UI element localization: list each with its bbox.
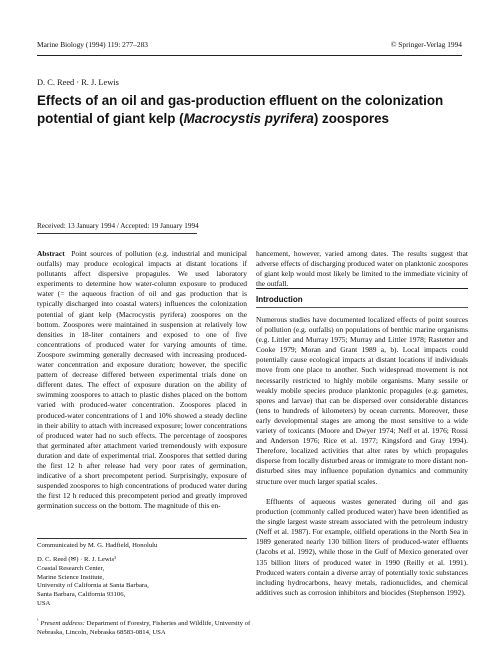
introduction-heading: Introduction (256, 295, 303, 304)
abstract (37, 249, 247, 531)
title-part-2: ) zoospores (313, 110, 389, 126)
intro-paragraph: Effluents of aqueous wastes generated during oil and gas production (commonly called produced water) have been identified as the single largest waste stream associated with the petroleum industry (Neff et al. 1987). For example, oilfield operations in the North Sea in 1989 generated nearly 130 billion liters of produced-water effluents (Jacobs et al. 1992), while those in the Gulf of Mexico generated over 135 billion liters of produced water in 1990 (Reilly et al. 1991). Produced waters contain a diverse array of potentially toxic substances including hydrocarbons, heavy metals, radionuclides, and chemical additives such as corrosion inhibitors and biocides (Stephenson 1992). (256, 497, 468, 597)
present-marker: ¹ (37, 618, 39, 624)
abstract-body: Point sources of pollution (e.g. industrial and municipal outfalls) may produce ecological impacts at distant locations if pollutants affect dispersive propagules. We used laboratory experiments to determine how water-column exposure to produced water (= the aqueous fraction of oil and gas production that is typically discharged into coastal waters) influences the colonization potential of giant kelp (Macrocystis pyrifera) zoospores on the bottom. Zoospores were maintained in suspension at relatively low densities in 18-liter containers and exposed to one of five concentrations of produced water for varying amounts of time. Zoospore swimming generally decreased with increasing produced-water concentration and exposure duration; however, the specific pattern of decrease differed between experimental trials done on different dates. The effect of exposure duration on the ability of swimming zoospores to attach to plastic dishes placed on the bottom varied with produced-water concentration. Zoospores placed in produced-water concentrations of 1 and 10% showed a steady decline in their ability to attach with increased exposure; lower concentrations of produced water had no such effects. The percentage of zoospores that germinated after attachment varied tremendously with exposure duration and date of experimental trial. Zoospores that settled during the first 12 h after release had very poor rates of germination, indicative of a short precompetent period. Surprisingly, exposure of suspended zoospores to high concentrations of produced water during the first 12 h reduced this precompetent period and greatly improved germination success on the bottom. The magnitude of this en- (37, 249, 247, 511)
address-line: USA (37, 599, 51, 607)
section-rule-lower (256, 307, 468, 308)
author-line: D. C. Reed · R. J. Lewis (37, 78, 119, 87)
header-rule (37, 55, 462, 56)
address-line: University of California at Santa Barbara, (37, 582, 149, 590)
abstract-continuation: hancement, however, varied among dates. The results suggest that adverse effects of discharging produced water on planktonic zoospores of giant kelp would most likely be limited to the immediate vicinity of the outfall. (256, 249, 468, 289)
address-line: Marine Science Institute, (37, 573, 105, 581)
left-column (37, 249, 247, 531)
present-label: Present address: (40, 620, 85, 628)
intro-paragraph: Numerous studies have documented localized effects of point sources of pollution (e.g. outfalls) on populations of benthic marine organisms (e.g. Littler and Murray 1975; Murray and Littler 1978; Rastetter and Cooke 1979; Moran and Grant 1989 a, b). Local impacts could potentially cause ecological impacts at distant locations if individuals move from one place to another. Such widespread movement is not necessarily restricted to highly mobile organisms. Many sessile or weakly mobile species produce planktonic propagules (e.g. gametes, spores and larvae) that can be dispersed over considerable distances (tens to hundreds of kilometers) by ocean currents. Moreover, these early developmental stages are among the most sensitive to a wide variety of toxicants (Moore and Dwyer 1974; Neff et al. 1976; Rossi and Anderson 1976; Rice et al. 1977; Kingsford and Gray 1994). Therefore, localized activities that alter rates by which propagules disperse from locally disturbed areas or immigrate to more distant non-disturbed sites may influence population dynamics and community structure over much larger spatial scales. (256, 315, 468, 486)
title-species: Macrocystis pyrifera (183, 110, 314, 126)
journal-citation: Marine Biology (1994) 119: 277–283 (37, 40, 148, 49)
paper-title (37, 92, 467, 127)
abstract-label: Abstract (37, 249, 65, 258)
copyright-notice: © Springer-Verlag 1994 (390, 40, 462, 49)
received-rule (37, 233, 197, 234)
address-line: D. C. Reed (✉) · R. J. Lewis¹ (37, 556, 117, 563)
address-line: Coastal Research Center, (37, 564, 105, 572)
introduction-body (256, 315, 468, 638)
footnote-rule (37, 538, 247, 539)
present-text: Department of Forestry, Fisheries and Wildlife, University of Nebraska, Lincoln, Nebraska 68583-0814, USA (37, 620, 251, 636)
address-line: Santa Barbara, California 93106, (37, 591, 126, 599)
right-column (256, 249, 468, 289)
correspondence-address (37, 556, 247, 609)
present-address (37, 617, 252, 637)
communicated-by: Communicated by M. G. Hadfield, Honolulu (37, 542, 158, 549)
title-part-1: Effects of an oil and gas-production effluent on the colonization potential of giant kelp ( (37, 93, 444, 126)
received-dates: Received: 13 January 1994 / Accepted: 19 January 1994 (37, 222, 199, 230)
section-rule (256, 288, 468, 289)
